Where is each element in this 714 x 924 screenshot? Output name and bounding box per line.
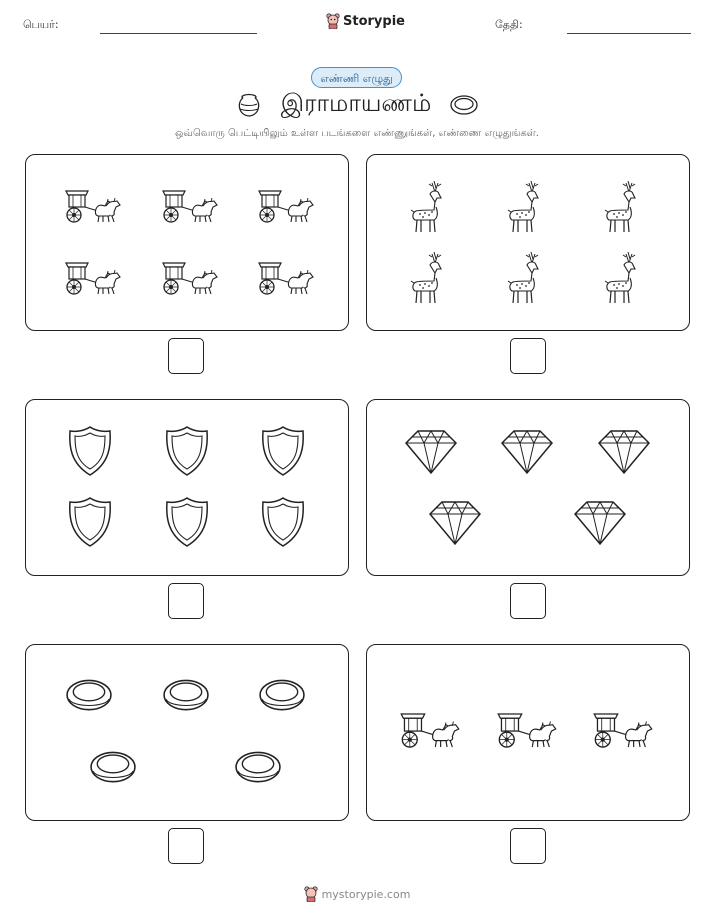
- count-box-deer: [366, 154, 690, 331]
- title-row: [0, 89, 714, 120]
- deer-icon: [503, 251, 543, 305]
- date-field[interactable]: [567, 33, 691, 34]
- ring-icon: [235, 748, 281, 784]
- shield-icon: [164, 496, 210, 548]
- shield-icon: [260, 425, 306, 477]
- shield-icon: [67, 496, 113, 548]
- count-box-carriages-2: [366, 644, 690, 821]
- pot-icon: [235, 91, 263, 119]
- ring-icon: [163, 676, 209, 712]
- shield-icon: [164, 425, 210, 477]
- activity-tag: எண்ணி எழுது: [311, 67, 402, 88]
- horse-carriage-icon: [255, 187, 317, 225]
- horse-carriage-icon: [62, 259, 124, 297]
- deer-icon: [406, 180, 446, 234]
- answer-box[interactable]: [168, 583, 204, 619]
- deer-icon: [600, 180, 640, 234]
- count-box-shields: [25, 399, 349, 576]
- footer: [0, 886, 714, 902]
- date-label: தேதி:: [495, 18, 523, 31]
- footer-url[interactable]: mystorypie.com: [321, 887, 411, 901]
- deer-icon: [600, 251, 640, 305]
- count-box-rings: [25, 644, 349, 821]
- ring-icon: [449, 94, 479, 116]
- answer-box[interactable]: [168, 338, 204, 374]
- ring-icon: [259, 676, 305, 712]
- answer-box[interactable]: [510, 583, 546, 619]
- bear-mascot-icon: [326, 13, 340, 29]
- shield-icon: [67, 425, 113, 477]
- brand-name: Storypie: [343, 13, 405, 29]
- diamond-icon: [598, 429, 650, 475]
- horse-carriage-icon: [159, 187, 221, 225]
- deer-icon: [503, 180, 543, 234]
- shield-icon: [260, 496, 306, 548]
- diamond-icon: [574, 500, 626, 546]
- answer-box[interactable]: [168, 828, 204, 864]
- diamond-icon: [405, 429, 457, 475]
- diamond-icon: [501, 429, 553, 475]
- answer-box[interactable]: [510, 828, 546, 864]
- diamond-icon: [429, 500, 481, 546]
- horse-carriage-icon: [494, 709, 560, 751]
- bear-mascot-icon: [304, 886, 318, 902]
- count-box-diamonds: [366, 399, 690, 576]
- horse-carriage-icon: [159, 259, 221, 297]
- brand-logo: [326, 13, 405, 29]
- count-box-carriages-1: [25, 154, 349, 331]
- ring-icon: [66, 676, 112, 712]
- horse-carriage-icon: [397, 709, 463, 751]
- horse-carriage-icon: [255, 259, 317, 297]
- answer-box[interactable]: [510, 338, 546, 374]
- instruction-text: ஒவ்வொரு பெட்டியிலும் உள்ள படங்களை எண்ணுங்கள், எண்ணை எழுதுங்கள்.: [175, 128, 539, 139]
- horse-carriage-icon: [590, 709, 656, 751]
- name-field[interactable]: [100, 33, 257, 34]
- page-title: இராமாயணம்: [280, 89, 432, 117]
- horse-carriage-icon: [62, 187, 124, 225]
- deer-icon: [406, 251, 446, 305]
- name-label: பெயர்:: [23, 18, 59, 31]
- ring-icon: [90, 748, 136, 784]
